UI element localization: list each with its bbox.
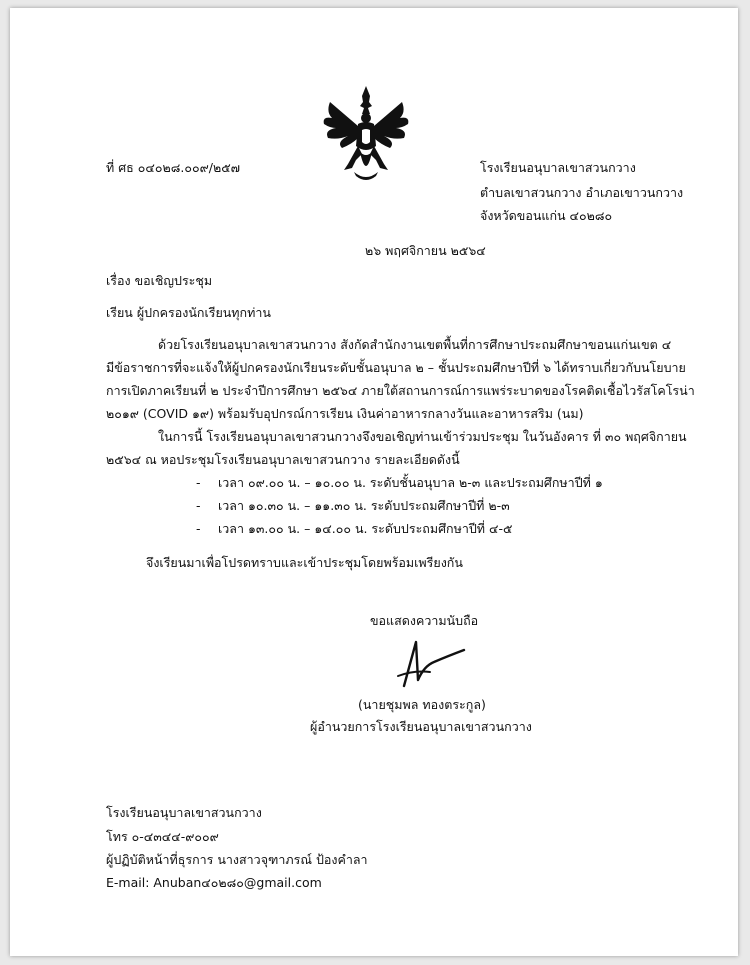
body-paragraph-2-line-2: ๒๕๖๔ ณ หอประชุมโรงเรียนอนุบาลเขาสวนกวาง รายละเอียดดังนี้ [106,452,460,467]
signatory-position: ผู้อำนวยการโรงเรียนอนุบาลเขาสวนกวาง [310,719,532,734]
schedule-item: เวลา ๑๓.๐๐ น. – ๑๔.๐๐ น. ระดับประถมศึกษาปีที่ ๔-๕ [218,521,513,536]
signatory-name: (นายชุมพล ทองตระกูล) [358,697,486,712]
sender-address-line1: ตำบลเขาสวนกวาง อำเภอเขาวนกวาง [480,185,684,200]
document-number: ที่ ศธ ๐๔๐๒๘.๐๐๙/๒๕๗ [106,160,241,175]
schedule-dash: - [196,498,201,513]
letter-recipient: เรียน ผู้ปกครองนักเรียนทุกท่าน [106,305,271,320]
body-paragraph-1-line-3: การเปิดภาคเรียนที่ ๒ ประจำปีการศึกษา ๒๕๖๔ ภายใต้สถานการณ์การแพร่ระบาดของโรคติดเชื้อไวรัสโคโรน่า [106,383,695,398]
body-paragraph-1-line-4: ๒๐๑๙ (COVID ๑๙) พร้อมรับอุปกรณ์การเรียน เงินค่าอาหารกลางวันและอาหารสริม (นม) [106,406,584,421]
body-paragraph-2-line-1: ในการนี้ โรงเรียนอนุบาลเขาสวนกวางจึงขอเชิญท่านเข้าร่วมประชุม ในวันอังคาร ที่ ๓๐ พฤศจิกายน [158,429,687,444]
footer-officer: ผู้ปฏิบัติหน้าที่ธุรการ นางสาวจุฑาภรณ์ ป้องคำลา [106,852,368,867]
body-paragraph-1-line-2: มีข้อราชการที่จะแจ้งให้ผู้ปกครองนักเรียนระดับชั้นอนุบาล ๒ – ชั้นประถมศึกษาปีที่ ๖ ได้ทราบเกี่ยวกับนโยบาย [106,360,686,375]
closing-sentence: จึงเรียนมาเพื่อโปรดทราบและเข้าประชุมโดยพร้อมเพรียงกัน [146,555,463,570]
schedule-dash: - [196,475,201,490]
letter-subject: เรื่อง ขอเชิญประชุม [106,273,213,288]
sender-name: โรงเรียนอนุบาลเขาสวนกวาง [480,160,636,175]
footer-school-name: โรงเรียนอนุบาลเขาสวนกวาง [106,805,262,820]
letter-page [10,8,738,956]
handwritten-signature-icon [394,636,474,696]
schedule-item: เวลา ๐๙.๐๐ น. – ๑๐.๐๐ น. ระดับชั้นอนุบาล ๒-๓ และประถมศึกษาปีที่ ๑ [218,475,603,490]
schedule-dash: - [196,521,201,536]
signature-salutation: ขอแสดงความนับถือ [370,613,479,628]
footer-email[interactable]: E-mail: Anuban๔๐๒๘๐@gmail.com [106,875,322,890]
schedule-item: เวลา ๑๐.๓๐ น. – ๑๑.๓๐ น. ระดับประถมศึกษาปีที่ ๒-๓ [218,498,510,513]
letter-date: ๒๖ พฤศจิกายน ๒๕๖๔ [365,243,486,258]
footer-phone: โทร ๐-๔๓๔๔-๙๐๐๙ [106,829,219,844]
garuda-emblem-icon [318,84,414,184]
sender-address-line2: จังหวัดขอนแก่น ๔๐๒๘๐ [480,208,613,223]
body-paragraph-1-line-1: ด้วยโรงเรียนอนุบาลเขาสวนกวาง สังกัดสำนักงานเขตพื้นที่การศึกษาประถมศึกษาขอนแก่นเขต ๔ [158,337,672,352]
